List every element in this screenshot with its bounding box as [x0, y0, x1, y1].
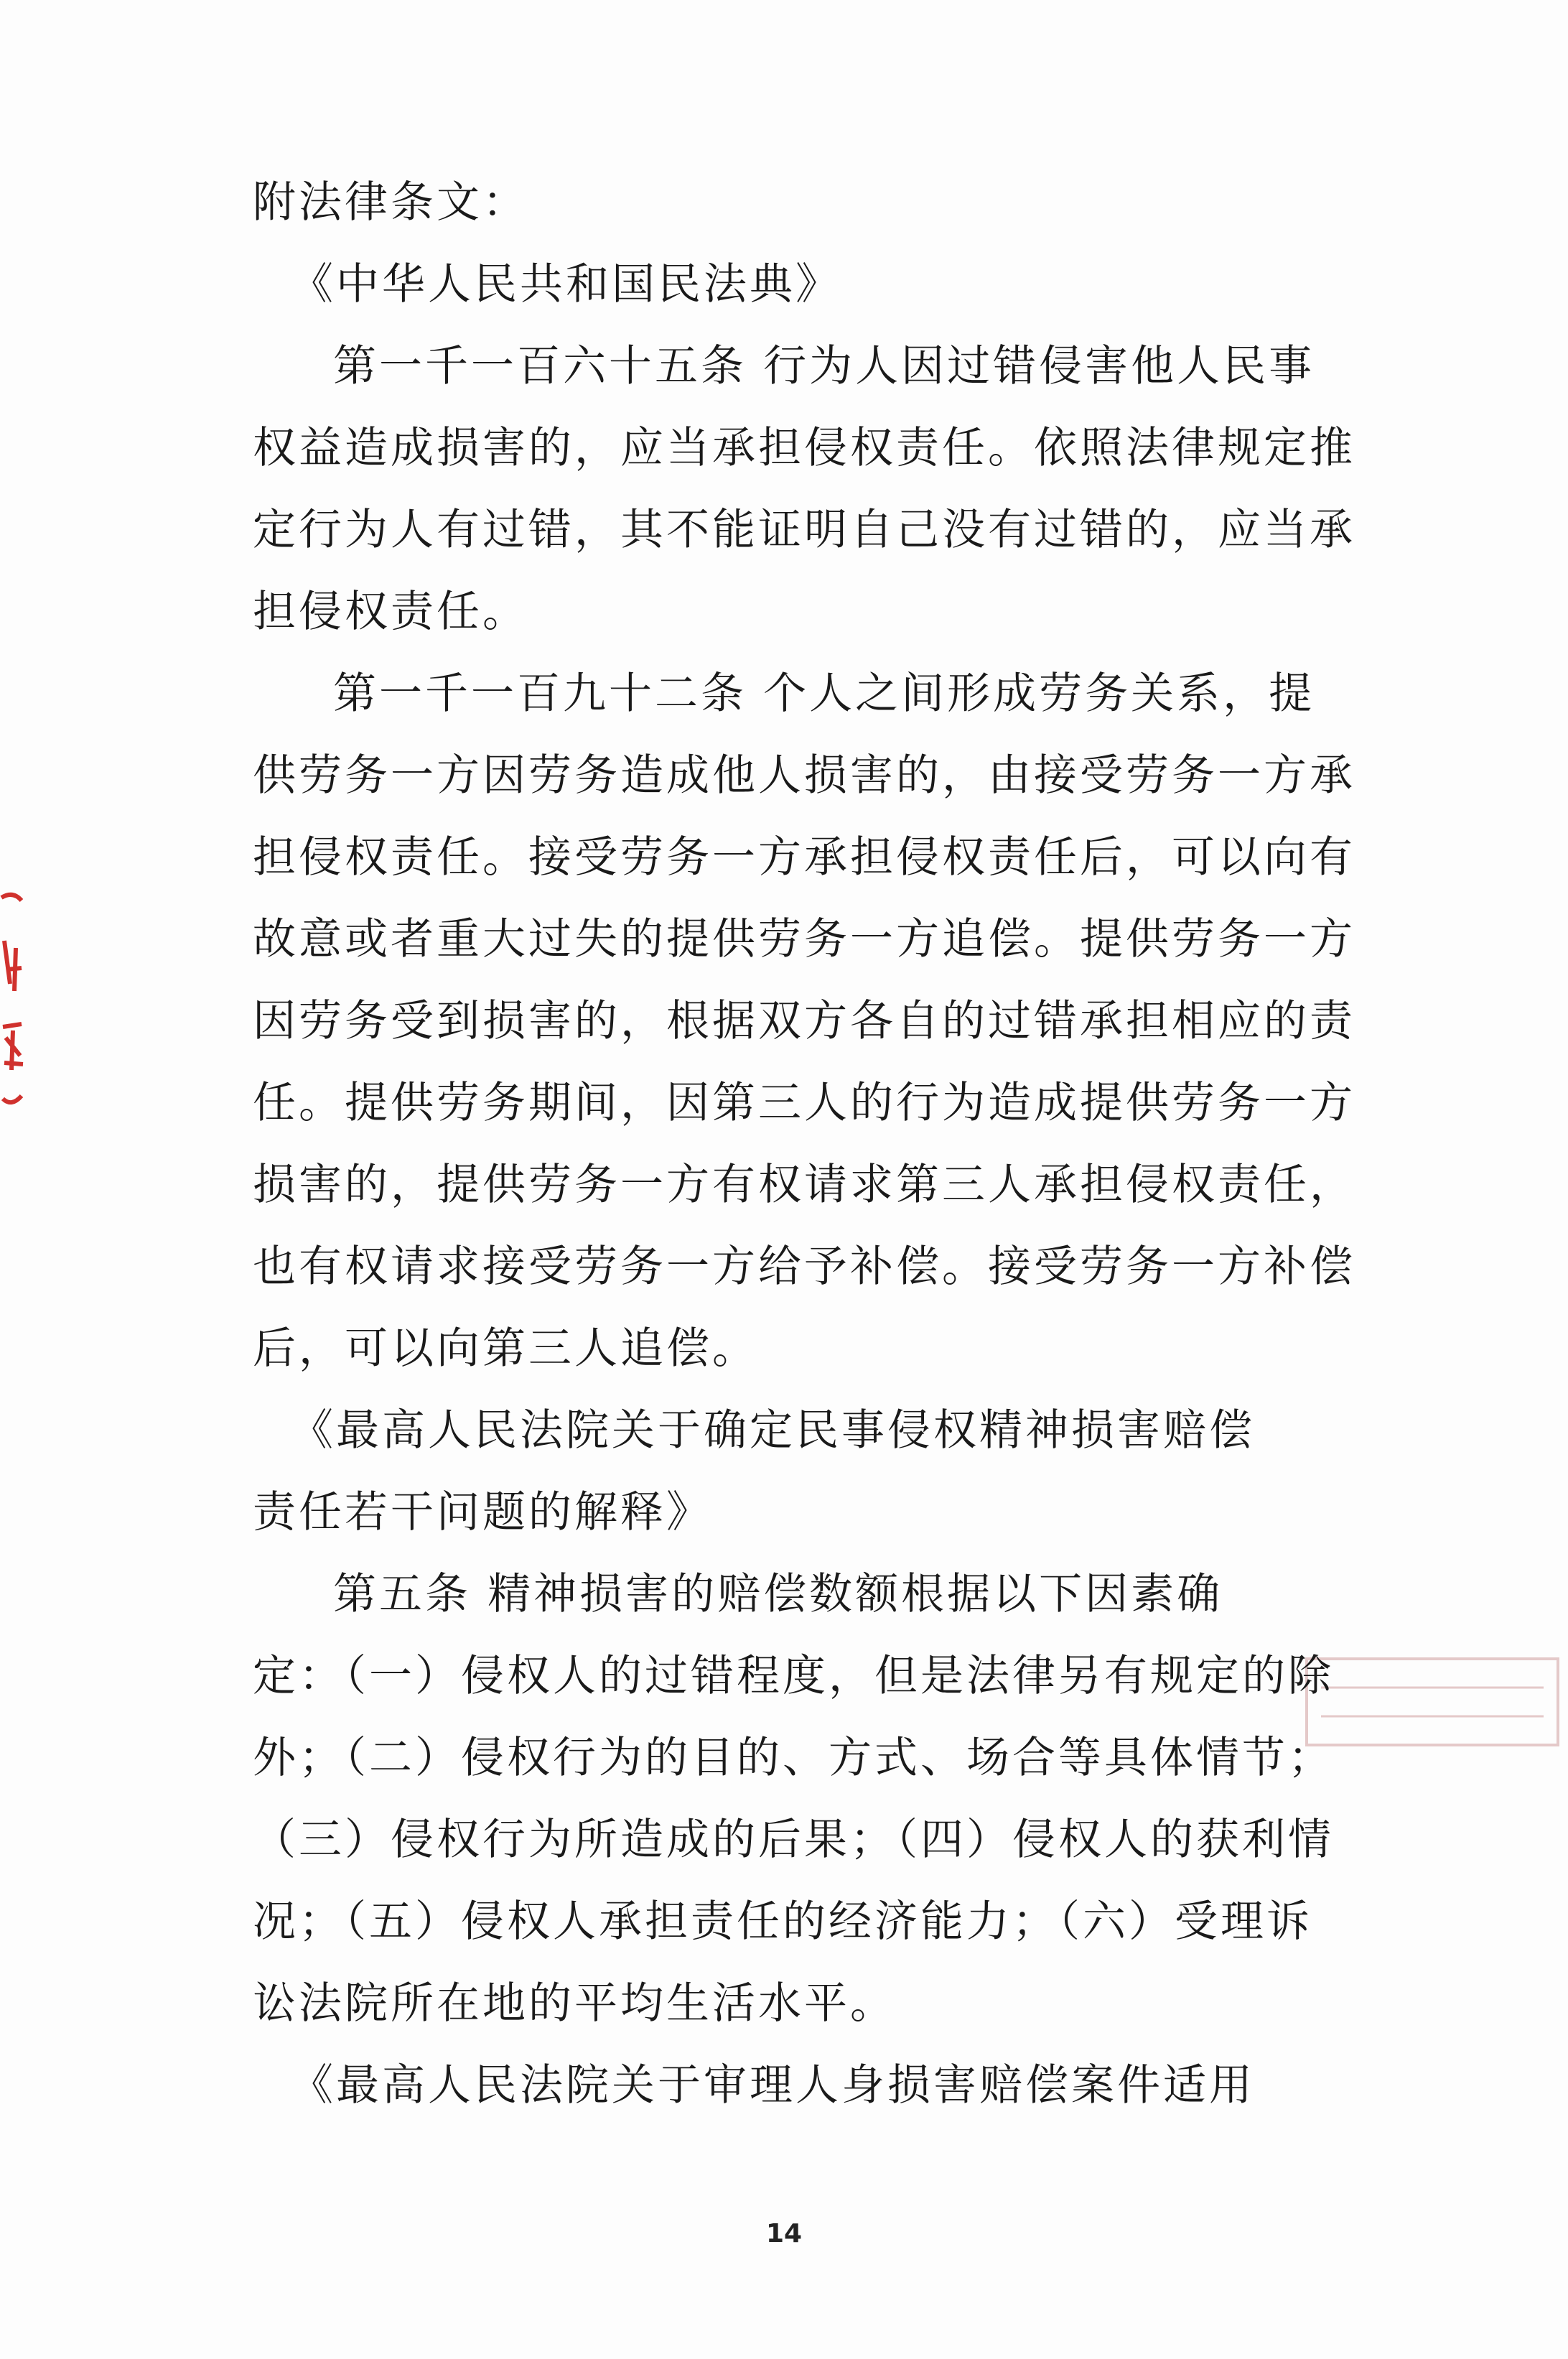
line-appendix-heading: 附法律条文：	[253, 177, 528, 228]
text-line: 权益造成损害的，应当承担侵权责任。依照法律规定推	[253, 423, 1355, 473]
text-line: 因劳务受到损害的，根据双方各自的过错承担相应的责	[253, 996, 1355, 1046]
text-line: 损害的，提供劳务一方有权请求第三人承担侵权责任，	[253, 1160, 1355, 1210]
line-civil-code-title: 《中华人民共和国民法典》	[290, 259, 841, 310]
line-article-1165-start: 第一千一百六十五条 行为人因过错侵害他人民事	[333, 341, 1315, 391]
page-number: 14	[765, 2219, 803, 2248]
legal-text-body	[253, 162, 1358, 2126]
text-line: 任。提供劳务期间，因第三人的行为造成提供劳务一方	[253, 1078, 1355, 1128]
text-line: 后，可以向第三人追偿。	[253, 1323, 758, 1374]
text-line: 担侵权责任。接受劳务一方承担侵权责任后，可以向有	[253, 832, 1355, 883]
text-line: 讼法院所在地的平均生活水平。	[253, 1978, 896, 2029]
red-seal-fragment	[0, 883, 29, 1113]
line-article-1192-start: 第一千一百九十二条 个人之间形成劳务关系，提	[333, 669, 1315, 719]
text-line: 定：（一）侵权人的过错程度，但是法律另有规定的除	[253, 1651, 1334, 1701]
text-line: 故意或者重大过失的提供劳务一方追偿。提供劳务一方	[253, 914, 1355, 964]
text-line: 外；（二）侵权行为的目的、方式、场合等具体情节；	[253, 1733, 1334, 1783]
line-spc-personal-injury-title: 《最高人民法院关于审理人身损害赔偿案件适用	[290, 2060, 1255, 2111]
text-line: 也有权请求接受劳务一方给予补偿。接受劳务一方补偿	[253, 1242, 1355, 1292]
line-spc-interpretation-title: 《最高人民法院关于确定民事侵权精神损害赔偿	[290, 1405, 1255, 1456]
text-line: 定行为人有过错，其不能证明自己没有过错的，应当承	[253, 505, 1355, 555]
text-line: 责任若干问题的解释》	[253, 1487, 712, 1537]
text-line: 供劳务一方因劳务造成他人损害的，由接受劳务一方承	[253, 750, 1355, 801]
text-line: （三）侵权行为所造成的后果；（四）侵权人的获利情	[253, 1815, 1334, 1865]
text-line: 担侵权责任。	[253, 587, 528, 637]
text-line: 况；（五）侵权人承担责任的经济能力；（六）受理诉	[253, 1897, 1312, 1947]
line-article-5-start: 第五条 精神损害的赔偿数额根据以下因素确	[333, 1569, 1223, 1619]
